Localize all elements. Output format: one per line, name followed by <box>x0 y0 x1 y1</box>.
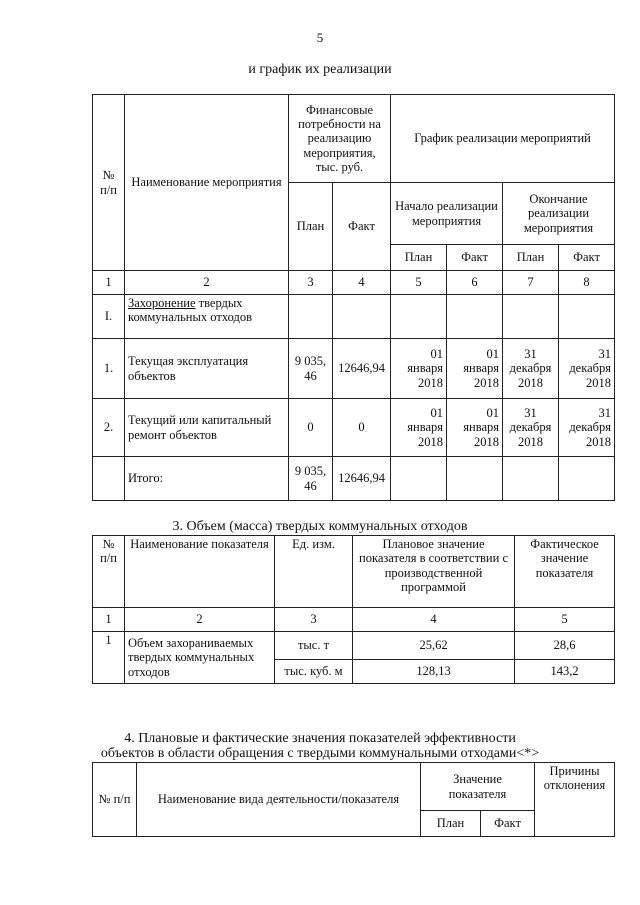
total-label: Итого: <box>125 457 289 501</box>
col-number: 5 <box>515 608 615 632</box>
section-num: I. <box>93 295 125 339</box>
col-number: 2 <box>125 271 289 295</box>
row-start-plan: 01 января 2018 <box>391 339 447 399</box>
header-schedule: График реализации мероприятий <box>391 95 615 183</box>
header-plan: План <box>421 811 481 837</box>
row-start-plan: 01 января 2018 <box>391 399 447 457</box>
row-end-fact: 31 декабря 2018 <box>559 399 615 457</box>
header-end: Окончание реализации мероприятия <box>503 183 615 245</box>
header-actual: Фактическое значение показателя <box>515 536 615 608</box>
col-number: 6 <box>447 271 503 295</box>
section-name <box>125 295 289 339</box>
row-num: 2. <box>93 399 125 457</box>
section-row <box>93 295 615 339</box>
header-name: Наименование вида деятельности/показателя <box>137 763 421 837</box>
header-start-plan: План <box>391 245 447 271</box>
header-reasons: Причины отклонения <box>535 763 615 837</box>
row-end-plan: 31 декабря 2018 <box>503 339 559 399</box>
col-number: 7 <box>503 271 559 295</box>
row-start-fact: 01 января 2018 <box>447 399 503 457</box>
row-name: Объем захораниваемых твердых коммунальных отходов <box>125 632 275 684</box>
table-row <box>93 399 615 457</box>
col-number: 1 <box>93 271 125 295</box>
section-4-title-line1: 4. Плановые и фактические значения показателей эффективности <box>124 731 516 746</box>
row-plan: 128,13 <box>353 660 515 684</box>
section-name-underlined: Захоронение <box>128 296 196 310</box>
total-row <box>93 457 615 501</box>
col-number: 2 <box>125 608 275 632</box>
section-name-rest: твердых коммунальных отходов <box>128 296 252 325</box>
header-name: Наименование мероприятия <box>125 95 289 271</box>
col-number: 4 <box>353 608 515 632</box>
row-num: 1. <box>93 339 125 399</box>
col-number: 5 <box>391 271 447 295</box>
row-fact: 0 <box>333 399 391 457</box>
col-number: 4 <box>333 271 391 295</box>
row-end-fact: 31 декабря 2018 <box>559 339 615 399</box>
header-financial: Финансовые потребности на реализацию мероприятия, тыс. руб. <box>289 95 391 183</box>
col-number: 8 <box>559 271 615 295</box>
column-numbers-row <box>93 608 615 632</box>
table-row <box>93 339 615 399</box>
header-end-fact: Факт <box>559 245 615 271</box>
header-start: Начало реализации мероприятия <box>391 183 503 245</box>
header-planned: Плановое значение показателя в соответствии с производственной программой <box>353 536 515 608</box>
row-fact: 12646,94 <box>333 339 391 399</box>
row-plan: 25,62 <box>353 632 515 660</box>
header-fact: Факт <box>333 183 391 271</box>
row-name: Текущая эксплуатация объектов <box>125 339 289 399</box>
header-num: № п/п <box>93 763 137 837</box>
total-plan: 9 035, 46 <box>289 457 333 501</box>
column-numbers-row <box>93 271 615 295</box>
page-number: 5 <box>316 30 324 45</box>
header-end-plan: План <box>503 245 559 271</box>
header-value: Значение показателя <box>421 763 535 811</box>
efficiency-table <box>92 762 615 837</box>
header-plan: План <box>289 183 333 271</box>
section-3-title: 3. Объем (масса) твердых коммунальных отходов <box>172 519 468 534</box>
row-unit: тыс. куб. м <box>275 660 353 684</box>
header-name: Наименование показателя <box>125 536 275 608</box>
row-start-fact: 01 января 2018 <box>447 339 503 399</box>
row-end-plan: 31 декабря 2018 <box>503 399 559 457</box>
header-start-fact: Факт <box>447 245 503 271</box>
header-num: № п/п <box>93 536 125 608</box>
row-fact: 143,2 <box>515 660 615 684</box>
row-num: 1 <box>93 632 125 684</box>
header-num: № п/п <box>93 95 125 271</box>
header-unit: Ед. изм. <box>275 536 353 608</box>
activities-table <box>92 94 615 501</box>
section-4-title-line2: объектов в области обращения с твердыми коммунальными отходами<*> <box>100 746 540 761</box>
row-plan: 9 035, 46 <box>289 339 333 399</box>
total-fact: 12646,94 <box>333 457 391 501</box>
waste-volume-table <box>92 535 615 684</box>
col-number: 3 <box>275 608 353 632</box>
header-fact: Факт <box>481 811 535 837</box>
row-unit: тыс. т <box>275 632 353 660</box>
section-title: и график их реализации <box>248 62 392 77</box>
col-number: 1 <box>93 608 125 632</box>
col-number: 3 <box>289 271 333 295</box>
table-row <box>93 632 615 660</box>
row-name: Текущий или капитальный ремонт объектов <box>125 399 289 457</box>
row-fact: 28,6 <box>515 632 615 660</box>
row-plan: 0 <box>289 399 333 457</box>
